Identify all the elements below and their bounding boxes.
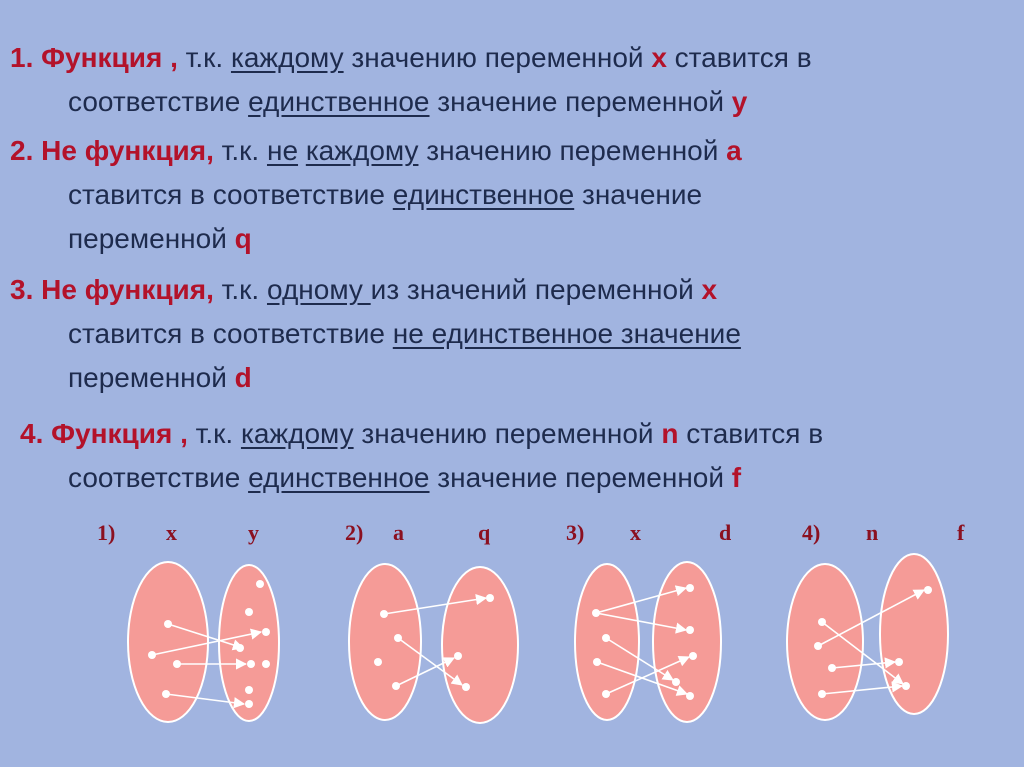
variable: f <box>731 462 742 493</box>
diagram-4 <box>787 554 948 720</box>
set-a-ellipse <box>349 564 421 720</box>
text: значению переменной <box>343 42 652 73</box>
diagram-1 <box>128 562 279 722</box>
point <box>247 660 255 668</box>
text: т.к. <box>213 135 267 166</box>
text: т.к. <box>213 274 267 305</box>
point <box>924 586 932 594</box>
point <box>686 626 694 634</box>
underlined-text: каждому <box>305 135 419 166</box>
set-q-ellipse <box>442 567 518 723</box>
variable: а <box>726 135 742 166</box>
underlined-text: каждому <box>240 418 354 449</box>
diagram-2-left-set-label: a <box>393 520 404 545</box>
text: значению переменной <box>418 135 727 166</box>
diagram-3-label: 3) <box>566 520 585 545</box>
text: ставится в <box>678 418 824 449</box>
text: значению переменной <box>353 418 662 449</box>
variable: q <box>234 223 252 254</box>
underlined-text: каждому <box>230 42 344 73</box>
diagram-3 <box>575 562 721 722</box>
text: переменной <box>68 223 235 254</box>
text: значение <box>574 179 703 210</box>
statement-4-title: Функция , <box>51 418 188 449</box>
text: переменной <box>68 362 235 393</box>
variable: d <box>234 362 252 393</box>
diagram-3-left-set-label: x <box>630 520 641 545</box>
underlined-text: одному <box>266 274 371 305</box>
variable: n <box>661 418 679 449</box>
point <box>486 594 494 602</box>
statement-2-title: Не функция, <box>41 135 214 166</box>
text: ставится в <box>666 42 812 73</box>
text: т.к. <box>187 418 241 449</box>
diagram-4-label: 4) <box>802 520 821 545</box>
variable: x <box>651 42 667 73</box>
diagram-3-right-set-label: d <box>719 520 732 545</box>
point <box>374 658 382 666</box>
statement-3-number: 3. <box>10 274 34 305</box>
statement-1-title: Функция , <box>41 42 178 73</box>
point <box>686 692 694 700</box>
underlined-text: единственное <box>392 179 575 210</box>
diagram-1-left-set-label: x <box>166 520 177 545</box>
point <box>245 686 253 694</box>
statement-2-number: 2. <box>10 135 34 166</box>
diagram-1-right-set-label: y <box>248 520 259 545</box>
text: ставится в соответствие <box>68 318 393 349</box>
point <box>262 660 270 668</box>
statement-3-title: Не функция, <box>41 274 214 305</box>
diagram-2-right-set-label: q <box>478 520 491 545</box>
variable: x <box>701 274 718 305</box>
statement-4-number: 4. <box>20 418 44 449</box>
point <box>895 658 903 666</box>
text: соответствие <box>68 86 249 117</box>
text: т.к. <box>177 42 231 73</box>
underlined-text: единственное <box>248 462 430 493</box>
point <box>245 700 253 708</box>
point <box>689 652 697 660</box>
diagram-2-label: 2) <box>345 520 364 545</box>
variable: y <box>731 86 748 117</box>
diagram-4-right-set-label: f <box>957 520 965 545</box>
set-f-ellipse <box>880 554 948 714</box>
underlined-text: не <box>266 135 299 166</box>
text: из значений переменной <box>370 274 702 305</box>
diagram-2 <box>349 564 518 723</box>
point <box>454 652 462 660</box>
statement-1-number: 1. <box>10 42 34 73</box>
point <box>245 608 253 616</box>
text: значение переменной <box>429 462 732 493</box>
point <box>256 580 264 588</box>
diagram-4-left-set-label: n <box>866 520 879 545</box>
point <box>462 683 470 691</box>
point <box>686 584 694 592</box>
text: значение переменной <box>429 86 732 117</box>
text: соответствие <box>68 462 249 493</box>
underlined-text: не единственное значение <box>392 318 741 349</box>
text: ставится в соответствие <box>68 179 393 210</box>
underlined-text: единственное <box>248 86 430 117</box>
point <box>262 628 270 636</box>
diagram-1-label: 1) <box>97 520 116 545</box>
